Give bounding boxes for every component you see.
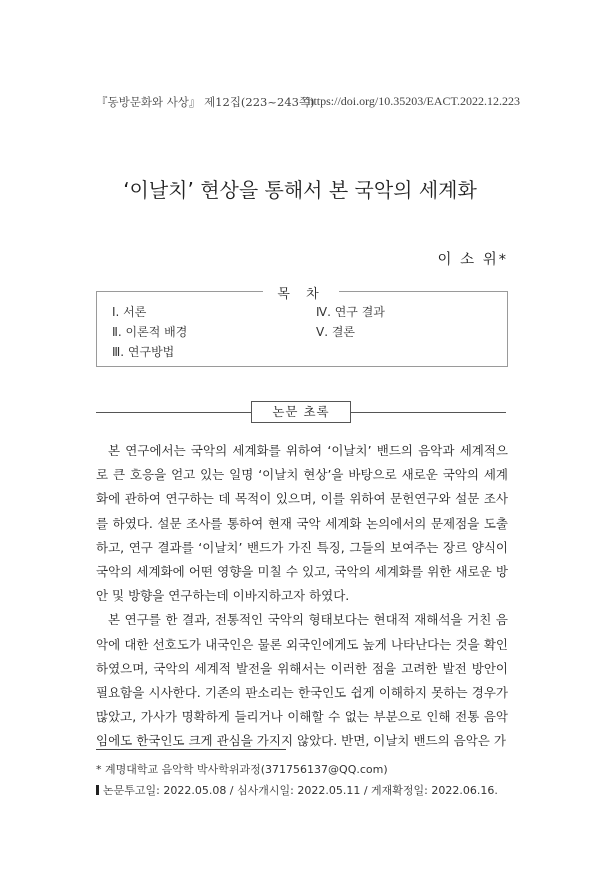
footnote-dates: 논문투고일: 2022.05.08 / 심사개시일: 2022.05.11 / 게재확정일: 2022.06.16.	[103, 784, 498, 797]
paper-title: ‘이날치’ 현상을 통해서 본 국악의 세계화	[123, 178, 477, 202]
abstract-title-box: 논문 초록	[251, 401, 351, 423]
footnote-affiliation: * 계명대학교 음악학 박사학위과정(371756137@QQ.com)	[96, 763, 388, 776]
author-name: 이 소 위*	[437, 252, 508, 268]
doi-link[interactable]: https://doi.org/10.35203/EACT.2022.12.223	[307, 94, 520, 108]
abstract-body	[96, 439, 508, 754]
abstract-heading	[96, 401, 506, 423]
toc-heading-wrap	[96, 283, 506, 302]
toc-heading: 목 차	[263, 287, 338, 302]
toc-item-theory[interactable]: Ⅱ. 이론적 배경	[112, 325, 188, 339]
footnote-rule	[96, 749, 286, 750]
toc-item-conclusion[interactable]: Ⅴ. 결론	[316, 325, 356, 339]
footnote-bar-icon	[96, 785, 99, 795]
running-header	[96, 94, 520, 110]
toc-item-results[interactable]: Ⅳ. 연구 결과	[316, 305, 385, 319]
journal-citation: 『동방문화와 사상』 제12집(223~243쪽)	[96, 95, 315, 109]
abstract-paragraph-2: 본 연구를 한 결과, 전통적인 국악의 형태보다는 현대적 재해석을 거친 음악에 대한 선호도가 내국인은 물론 외국인에게도 높게 나타난다는 것을 확인하였으며, 국악의 세계적 발전을 위해서는 이러한 점을 고려한 발전 방안이 필요함을 시사한다. 기존의 판소리는 한국인도 쉽게 이해하지 못하는 경우가 많았고, 가사가 명확하게 들리거나 이해할 수 없는 부분으로 인해 전통 음악임에도 한국인도 크게 관심을 가지지 않았다. 반면, 이날치 밴드의 음악은 가	[96, 612, 508, 749]
footnote-dates-wrap	[96, 782, 498, 798]
abstract-paragraph-1: 본 연구에서는 국악의 세계화를 위하여 ‘이날치’ 밴드의 음악과 세계적으로 큰 호응을 얻고 있는 일명 ‘이날치 현상’을 바탕으로 새로운 국악의 세계화에 관하여 연구하는 데 목적이 있으며, 이를 위하여 문헌연구와 설문 조사를 하였다. 설문 조사를 통하여 현재 국악 세계화 논의에서의 문제점을 도출하고, 연구 결과를 ‘이날치’ 밴드가 가진 특징, 그들의 보여주는 장르 양식이 국악의 세계화에 어떤 영향을 미칠 수 있고, 국악의 세계화를 위한 새로운 방안 및 방향을 연구하는데 이바지하고자 하였다.	[96, 443, 508, 604]
toc-item-intro[interactable]: Ⅰ. 서론	[112, 305, 147, 319]
toc-item-method[interactable]: Ⅲ. 연구방법	[112, 345, 175, 359]
table-of-contents	[96, 283, 506, 365]
